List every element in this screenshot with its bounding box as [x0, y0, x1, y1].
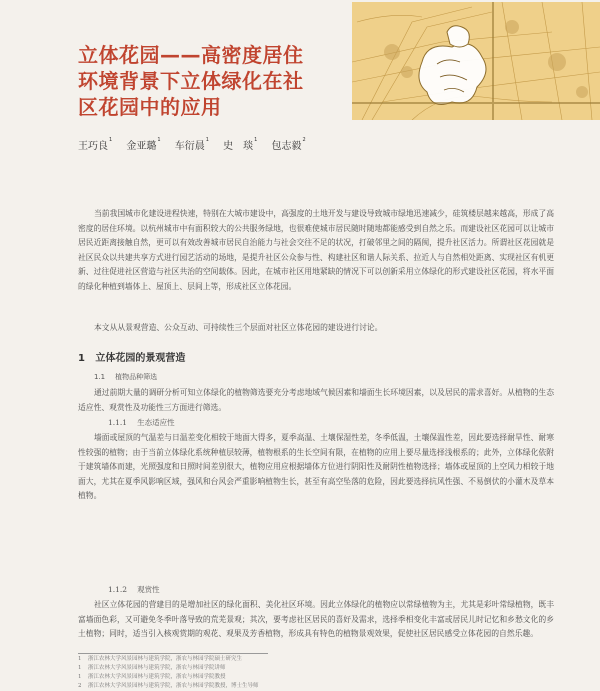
- section-1-1-2-heading: [108, 584, 160, 595]
- abstract-paragraph: 当前我国城市化建设进程快速，特别在大城市建设中，高强度的土地开发与建设导致城市绿地迅速减少，硅筑楼层越来越高，形成了高密度的居住环境。以杭州城市中有面积较大的公共服务绿地，也很难使城市居民随时随地都能感受到自然之乐。而建设社区花园可以让城市居民近距离接触自然，更可以有效改善城市居民自治能力与社会交往不足的状况，打破邻里之间的隔阂，提升社区活力。所谓社区花园就是社区民众以共建共享方式进行园艺活动的场地，是提升社区公众参与性、构建社区和谐人际关系、拉近人与自然相处距离、实现社区有机更新、过往促进社区营造与社区共治的空间载体。因此，在城市社区用地紧缺的情况下可以创新采用立体绿化的形式建设社区花园，将水平面的绿化种植到墙体上、屋顶上、层间上等，形成社区立体花园。: [78, 209, 554, 291]
- footnote: [78, 655, 538, 664]
- author-affiliation-mark: 2: [302, 137, 306, 143]
- section-1-heading: [78, 349, 185, 364]
- illustration-drawing: [352, 2, 600, 120]
- section-1-1-heading: [94, 372, 157, 382]
- title-line-2: 环境背景下立体绿化在社: [78, 69, 304, 93]
- author-name: 史 琰: [223, 141, 254, 152]
- author: [126, 137, 161, 152]
- author: [223, 137, 258, 152]
- section-1-1-2-paragraph: 社区立体花园的营建目的是增加社区的绿化面积、美化社区环境。因此立体绿化的植物应以常绿植物为主，尤其是彩叶常绿植物，既丰富墙面色彩，又可避免冬季叶落导致的荒芜景观；其次，要考虑社区居民的喜好及需求，选择季相变化丰富或居民儿时记忆和乡愁文化的乡土植物；同时，适当引入核观赏期的观花、观果及芳香植物，形成具有特色的植物景观效果，促使社区居民感受立体花园的自然乐趣。: [78, 600, 555, 639]
- subsubsection-title: 观赏性: [137, 585, 160, 594]
- subsection-title: 植物品种筛选: [115, 373, 158, 381]
- footnotes: [78, 655, 538, 691]
- subsubsection-number: 1.1.1: [108, 418, 128, 427]
- author-affiliation-mark: 1: [205, 137, 209, 143]
- subsection-number: 1.1: [94, 373, 106, 381]
- author-list: [78, 137, 317, 152]
- author-name: 车衍晨: [174, 141, 205, 152]
- subsubsection-title: 生态适应性: [137, 418, 175, 427]
- title-line-3: 区花园中的应用: [78, 95, 222, 119]
- author-name: 金亚璐: [126, 141, 157, 152]
- author: [174, 137, 209, 152]
- footnote-text: 浙江农林大学风景园林与建筑学院，浙农与林园学院教授: [88, 674, 226, 680]
- section-number: 1: [78, 353, 85, 364]
- footnote: [78, 673, 538, 682]
- subsubsection-number: 1.1.2: [108, 585, 128, 594]
- footnote-mark: 1: [78, 665, 82, 671]
- intro-paragraph: 本文从从景观营造、公众互动、可持续性三个层面对社区立体花园的建设进行讨论。: [94, 323, 383, 332]
- author: [271, 137, 306, 152]
- section-title: 立体花园的景观营造: [95, 353, 186, 364]
- article-title: [78, 42, 353, 120]
- section-1-1-1-heading: [108, 417, 175, 428]
- footnote-text: 浙江农林大学风景园林与建筑学院，浙农与林园学院讲师: [88, 665, 226, 671]
- author: [78, 137, 113, 152]
- section-1-1-paragraph: 通过前期大量的调研分析可知立体绿化的植物筛选要充分考虑地域气候因素和墙面生长环境因素，以及居民的需求喜好。从植物的生态适应性、观赏性及功能性三方面进行筛选。: [78, 388, 555, 412]
- footnote: [78, 682, 538, 691]
- author-name: 王巧良: [78, 141, 108, 152]
- author-affiliation-mark: 1: [254, 137, 258, 143]
- footnote-text: 浙江农林大学风景园林与建筑学院，浙农与林园学院教授，博士生导师: [88, 683, 259, 689]
- author-affiliation-mark: 1: [109, 137, 113, 143]
- footnote-divider: [78, 653, 268, 654]
- footnote: [78, 664, 538, 673]
- footnote-text: 浙江农林大学风景园林与建筑学院，浙农与林园学院硕士研究生: [88, 656, 243, 662]
- footnote-mark: 2: [78, 683, 82, 689]
- garden-illustration: [352, 2, 600, 120]
- section-1-1-1-paragraph: 墙面或屋顶的气温差与日温差变化相较于地面大得多，夏季高温、土壤保湿性差，冬季低温，土壤保温性差，因此要选择耐旱性、耐寒性较强的植物；由于当前立体绿化系统种植层较薄，植物根系的生长空间有限，在植物的应用上要尽量选择浅根系的；此外，立体绿化依附于建筑墙体而建，光照强度和日照时间差别很大，植物应用应根据墙体方位进行阴阳性及耐阴性植物选择；墙体或屋顶的上空风力相较于地面大，尤其在夏季风影响区域，强风和台风会严重影响植物生长，甚至有高空坠落的危险，因此要选择抗风性强、不易倒伏的小灌木及草本植物。: [78, 433, 555, 501]
- author-affiliation-mark: 1: [157, 137, 161, 143]
- author-name: 包志毅: [271, 141, 302, 152]
- title-line-1: 立体花园——高密度居住: [78, 43, 304, 67]
- footnote-mark: 1: [78, 656, 82, 662]
- footnote-mark: 1: [78, 674, 82, 680]
